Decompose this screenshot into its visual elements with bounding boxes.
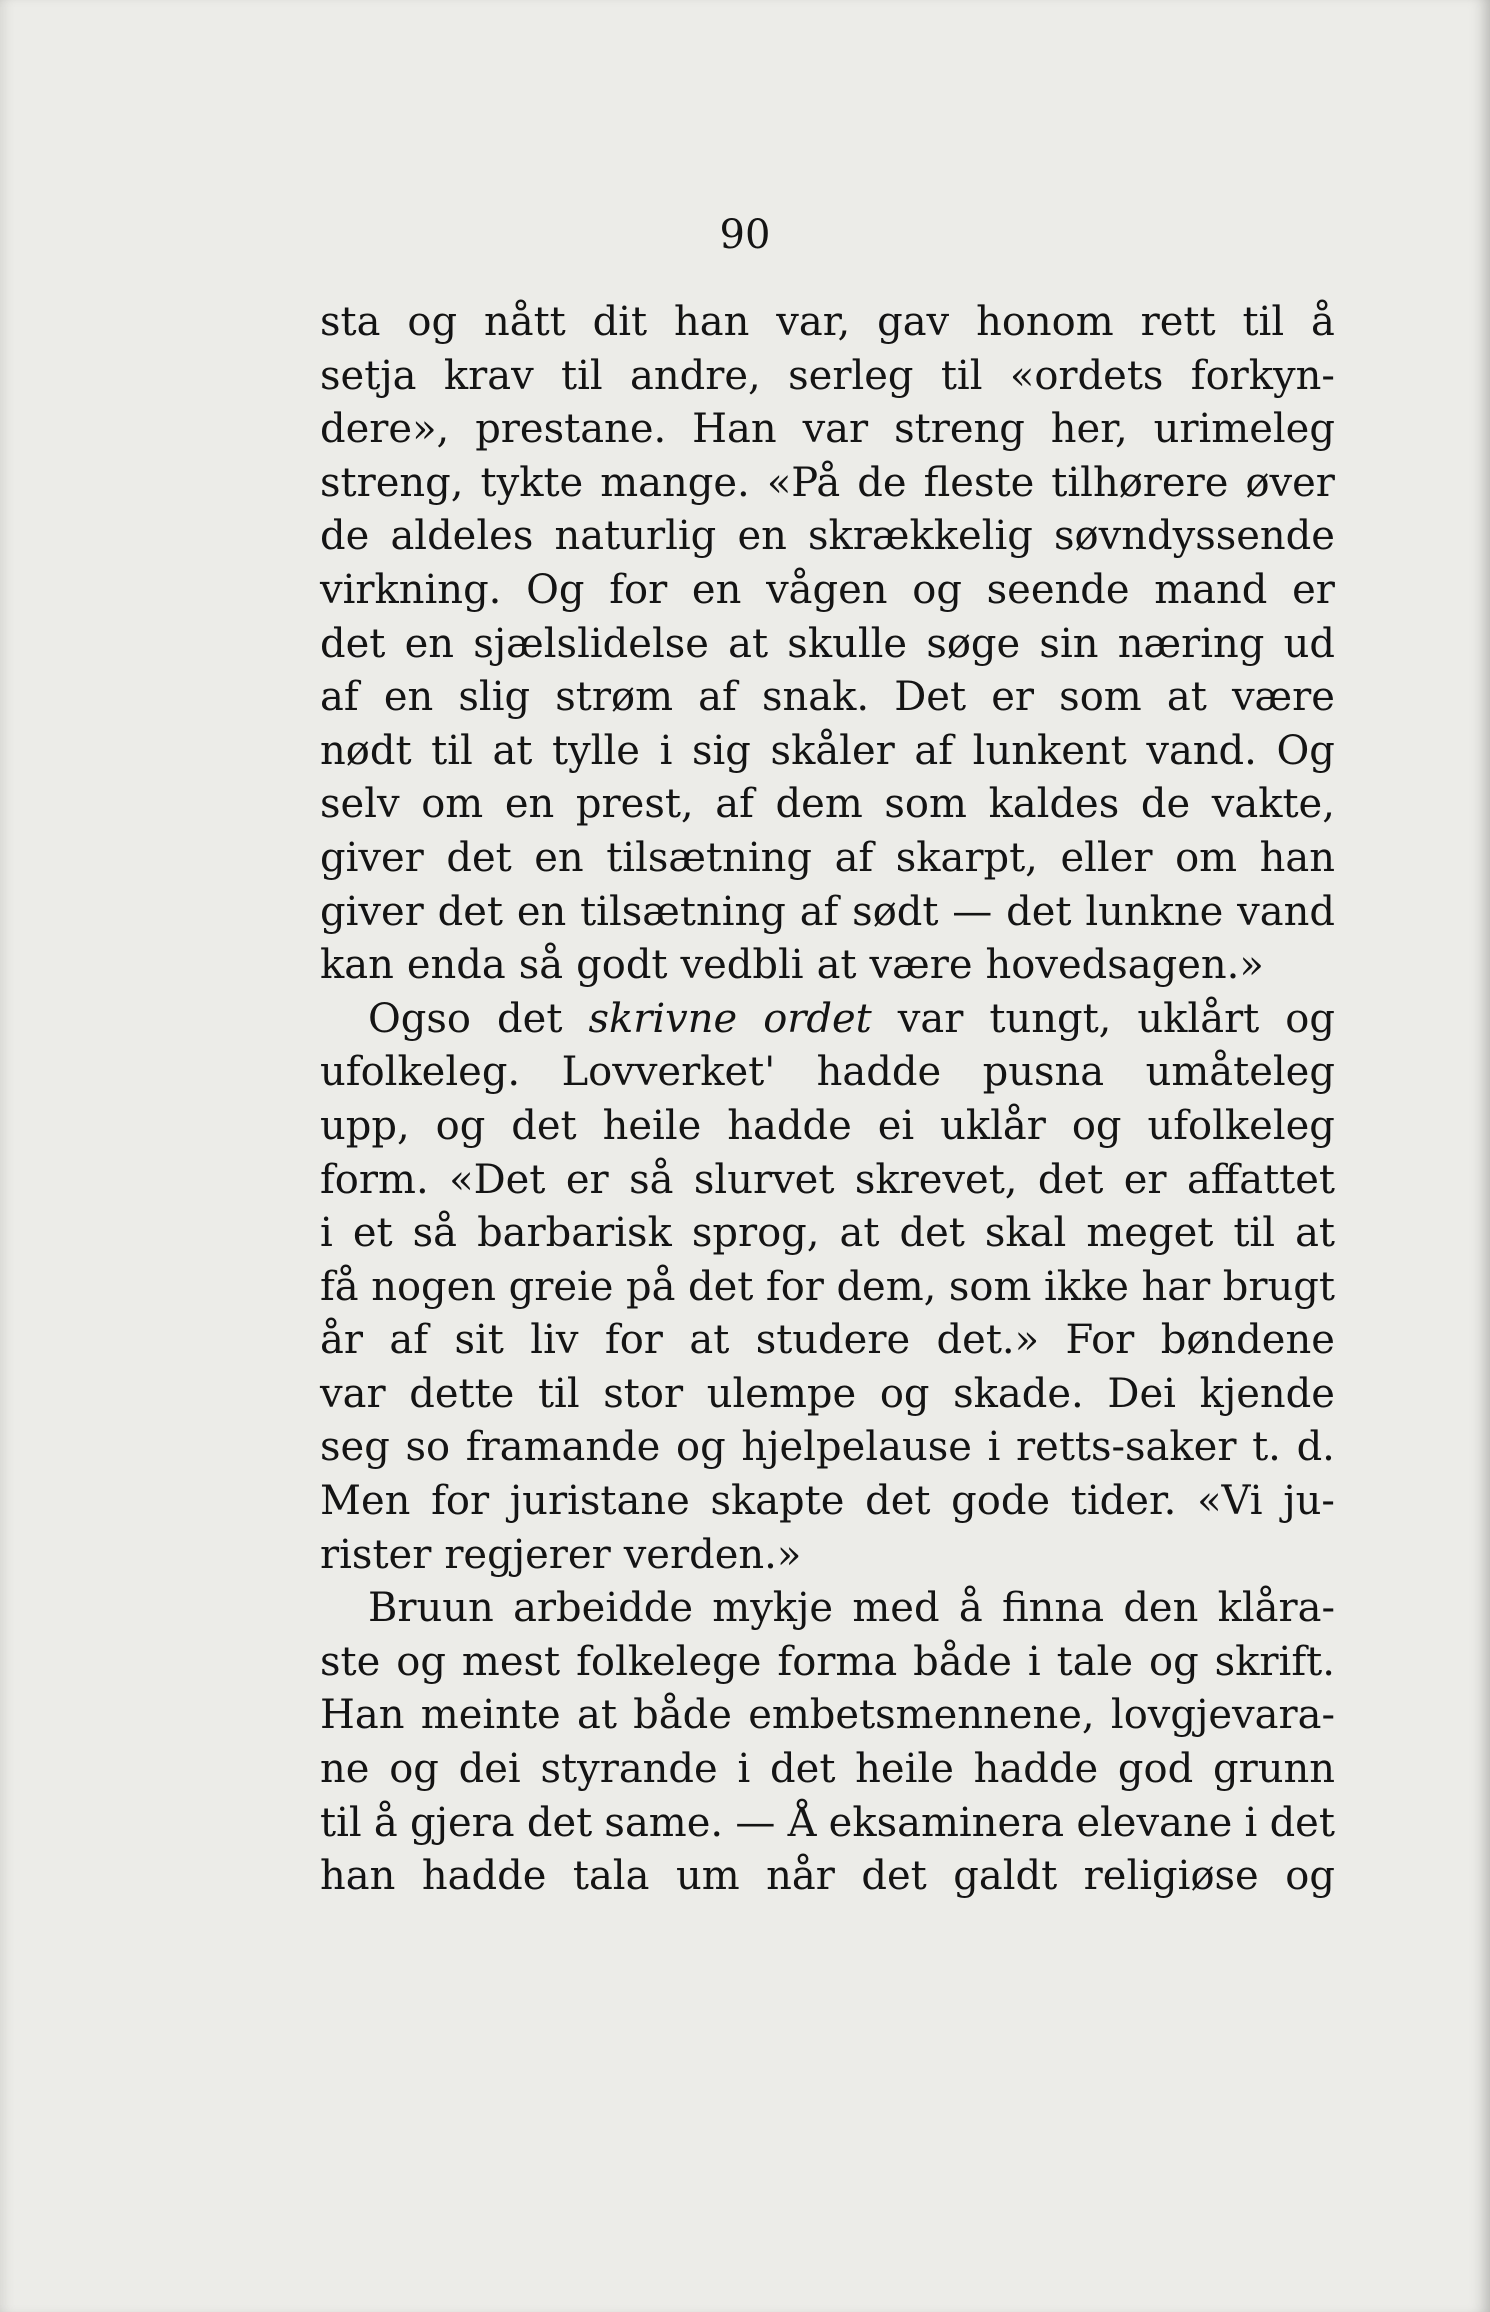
word: heile xyxy=(602,1102,702,1149)
text-line xyxy=(320,1743,1335,1797)
text-line xyxy=(320,1100,1335,1154)
word: til xyxy=(561,352,603,399)
word: et xyxy=(352,1210,393,1257)
word: sin xyxy=(1039,620,1099,667)
word: er xyxy=(565,1156,609,1203)
text-line xyxy=(320,510,1335,564)
word: om xyxy=(421,781,484,828)
word: så xyxy=(629,1156,674,1203)
word: få xyxy=(320,1263,359,1310)
word: en xyxy=(404,620,455,667)
word: «ordets xyxy=(1009,352,1164,399)
text-line xyxy=(320,1689,1335,1743)
word: elevane xyxy=(1076,1799,1233,1846)
word: skarpt, xyxy=(895,834,1038,881)
word: selv xyxy=(320,781,400,828)
word: seg xyxy=(320,1424,390,1471)
word: skal xyxy=(984,1210,1067,1257)
word: til xyxy=(940,352,983,399)
word: og xyxy=(435,1102,486,1149)
word: ju- xyxy=(1283,1478,1335,1525)
word: Å xyxy=(787,1799,817,1846)
word: so xyxy=(405,1424,451,1471)
word: søge xyxy=(926,620,1021,667)
word: være xyxy=(869,942,973,989)
word: skrivne xyxy=(588,995,738,1042)
word: ud xyxy=(1283,620,1335,667)
word: det xyxy=(1006,888,1072,935)
word: at xyxy=(576,1692,617,1739)
word: klåra- xyxy=(1217,1585,1335,1632)
word: Ogso xyxy=(368,995,472,1042)
word: og xyxy=(1148,1638,1199,1685)
word: virkning. xyxy=(320,566,502,613)
word: at xyxy=(816,942,857,989)
word: i xyxy=(1027,1638,1041,1685)
word: — xyxy=(952,888,993,935)
word: tale xyxy=(1056,1638,1134,1685)
word: det xyxy=(1269,1799,1335,1846)
word: eksaminera xyxy=(828,1799,1065,1846)
word: om xyxy=(1175,834,1238,881)
word: er xyxy=(991,674,1035,721)
word: til xyxy=(537,1370,580,1417)
word: verden.» xyxy=(623,1531,802,1578)
word: naturlig xyxy=(554,513,717,560)
word: gode xyxy=(951,1478,1051,1525)
word: ordet xyxy=(763,995,872,1042)
word: juristane xyxy=(509,1478,690,1525)
text-line xyxy=(320,564,1335,618)
word: giver xyxy=(320,888,424,935)
word: både xyxy=(913,1638,1012,1685)
word: sig xyxy=(691,727,751,774)
word: det xyxy=(899,1210,965,1257)
word: Det xyxy=(894,674,967,721)
word: i xyxy=(987,1424,1001,1471)
word: Han xyxy=(320,1692,405,1739)
word: greie xyxy=(508,1263,614,1310)
word: seende xyxy=(986,566,1130,613)
word: af xyxy=(389,1317,429,1364)
word: det xyxy=(526,1799,593,1846)
word: — xyxy=(735,1799,776,1846)
word: uklår xyxy=(940,1102,1046,1149)
word: som xyxy=(948,1263,1032,1310)
word: tala xyxy=(572,1853,650,1900)
word: vedbli xyxy=(680,942,804,989)
word: skade. xyxy=(953,1370,1084,1417)
word: grunn xyxy=(1212,1746,1335,1793)
word: lovgjevara- xyxy=(1110,1692,1335,1739)
word: vand. xyxy=(1146,727,1257,774)
word: meinte xyxy=(420,1692,561,1739)
word: meget xyxy=(1086,1210,1214,1257)
word: eller xyxy=(1060,834,1153,881)
word: og xyxy=(389,1746,439,1793)
word: er xyxy=(1123,1156,1167,1203)
word: for xyxy=(609,566,668,613)
word: til xyxy=(1242,299,1285,345)
word: at xyxy=(492,727,533,774)
word: aldeles xyxy=(390,513,534,560)
word: og xyxy=(396,1638,446,1685)
word: skåler xyxy=(770,727,895,774)
word: af xyxy=(914,727,954,774)
text-line xyxy=(320,832,1335,886)
text-line xyxy=(320,1636,1335,1690)
word: sprog, xyxy=(691,1210,820,1257)
word: på xyxy=(626,1263,676,1310)
word: t. xyxy=(1252,1424,1281,1471)
word: andre, xyxy=(630,352,761,399)
word: hadde xyxy=(421,1853,547,1900)
word: de xyxy=(320,513,370,560)
word: embetsmennene, xyxy=(748,1692,1095,1739)
word: den xyxy=(1123,1585,1199,1632)
word: til xyxy=(431,727,473,774)
word: dette xyxy=(409,1370,515,1417)
text-line xyxy=(320,671,1335,725)
word: det xyxy=(446,834,512,881)
word: dem, xyxy=(836,1263,937,1310)
word: prestane. xyxy=(475,406,667,453)
word: af xyxy=(698,674,737,721)
word: af xyxy=(715,781,754,828)
word: tykte xyxy=(480,459,584,506)
word: sit xyxy=(454,1317,504,1364)
word: var xyxy=(320,1370,386,1417)
word: vågen xyxy=(766,566,888,613)
word: um xyxy=(675,1853,740,1900)
word: god xyxy=(1117,1746,1194,1793)
text-line xyxy=(320,886,1335,940)
word: skulle xyxy=(787,620,908,667)
word: når xyxy=(766,1853,835,1900)
word: d. xyxy=(1296,1424,1335,1471)
word: af xyxy=(834,834,874,881)
word: prest, xyxy=(575,781,694,828)
word: ulempe xyxy=(706,1370,857,1417)
word: Og xyxy=(526,566,585,613)
word: mange. xyxy=(600,459,750,506)
word: en xyxy=(516,888,567,935)
word: med xyxy=(852,1585,940,1632)
word: nogen xyxy=(371,1263,497,1310)
word: slurvet xyxy=(693,1156,835,1203)
word: affattet xyxy=(1186,1156,1335,1203)
word: tider. xyxy=(1070,1478,1177,1525)
word: krav xyxy=(443,352,534,399)
word: for xyxy=(431,1478,490,1525)
word: ufolkeleg. xyxy=(320,1049,521,1096)
word: hovedsagen.» xyxy=(985,942,1264,989)
word: sødt xyxy=(852,888,939,935)
word: mest xyxy=(461,1638,561,1685)
word: at xyxy=(839,1210,880,1257)
word: han xyxy=(674,299,750,345)
text-line xyxy=(320,1207,1335,1261)
word: tungt, xyxy=(989,995,1112,1042)
text-line xyxy=(320,1797,1335,1851)
word: «På xyxy=(766,459,841,506)
word: og xyxy=(407,299,458,345)
text-line xyxy=(320,350,1335,404)
word: ikke xyxy=(1043,1263,1129,1310)
word: både xyxy=(633,1692,732,1739)
text-line xyxy=(320,457,1335,511)
word: en xyxy=(534,834,584,881)
word: sjælslidelse xyxy=(473,620,709,667)
word: af xyxy=(799,888,839,935)
word: at xyxy=(689,1317,730,1364)
word: Og xyxy=(1276,727,1335,774)
text-line xyxy=(320,1421,1335,1475)
word: tilsætning xyxy=(580,888,786,935)
word: og xyxy=(912,566,962,613)
word: og xyxy=(1285,995,1335,1042)
word: var, xyxy=(776,299,851,345)
word: hadde xyxy=(727,1102,852,1149)
word: streng, xyxy=(320,459,464,506)
word: og xyxy=(879,1370,930,1417)
word: næring xyxy=(1117,620,1265,667)
word: framande xyxy=(465,1424,661,1471)
word: dit xyxy=(592,299,648,345)
text-line xyxy=(320,778,1335,832)
text-line xyxy=(320,1314,1335,1368)
word: setja xyxy=(320,352,417,399)
word: forkyn- xyxy=(1190,352,1335,399)
word: at xyxy=(1295,1210,1335,1257)
word: så xyxy=(518,942,564,989)
word: retts-saker xyxy=(1016,1424,1237,1471)
word: det xyxy=(688,1263,754,1310)
word: mykje xyxy=(712,1585,834,1632)
word: streng xyxy=(894,406,1025,453)
word: skrækkelig xyxy=(808,513,1033,560)
word: i xyxy=(659,727,673,774)
word: hjelpelause xyxy=(741,1424,972,1471)
word: det xyxy=(770,1746,836,1793)
word: fleste xyxy=(923,459,1035,506)
word: arbeidde xyxy=(513,1585,693,1632)
word: en xyxy=(383,674,434,721)
word: tilhørere xyxy=(1051,459,1229,506)
word: tilsætning xyxy=(606,834,813,881)
word: det xyxy=(511,1102,577,1149)
word: skrevet, xyxy=(854,1156,1018,1203)
word: «Det xyxy=(449,1156,546,1203)
word: giver xyxy=(320,834,424,881)
word: finna xyxy=(1001,1585,1105,1632)
word: var xyxy=(897,995,964,1042)
word: af xyxy=(320,674,359,721)
text-line xyxy=(320,1582,1335,1636)
word: tylle xyxy=(552,727,640,774)
word: i xyxy=(737,1746,751,1793)
word: gjera xyxy=(409,1799,515,1846)
word: serleg xyxy=(788,352,914,399)
word: kaldes xyxy=(988,781,1120,828)
text-line xyxy=(320,1368,1335,1422)
word: for xyxy=(604,1317,663,1364)
word: en xyxy=(737,513,787,560)
word: pusna xyxy=(982,1049,1105,1096)
word: hadde xyxy=(816,1049,942,1096)
word: være xyxy=(1231,674,1335,721)
word: det xyxy=(1037,1156,1104,1203)
word: barbarisk xyxy=(477,1210,672,1257)
word: snak. xyxy=(761,674,870,721)
word: For xyxy=(1065,1317,1135,1364)
text-line xyxy=(320,296,1335,350)
word: at xyxy=(728,620,769,667)
word: det xyxy=(320,620,386,667)
word: umåteleg xyxy=(1145,1049,1335,1096)
word: ei xyxy=(877,1102,915,1149)
word: det xyxy=(861,1853,927,1900)
text-line xyxy=(320,725,1335,779)
word: brugt xyxy=(1222,1263,1335,1310)
text-line xyxy=(320,1475,1335,1529)
word: til xyxy=(1233,1210,1276,1257)
text-line xyxy=(320,403,1335,457)
word: dere», xyxy=(320,406,450,453)
word: så xyxy=(412,1210,458,1257)
word: styrande xyxy=(540,1746,718,1793)
word: det xyxy=(437,888,503,935)
text-line xyxy=(320,618,1335,672)
word: øver xyxy=(1245,459,1335,506)
word: var xyxy=(802,406,869,453)
word: vakte, xyxy=(1211,781,1335,828)
word: søvndyssende xyxy=(1054,513,1335,560)
word: regjerer xyxy=(444,1531,611,1578)
word: i xyxy=(1244,1799,1258,1846)
word: stor xyxy=(603,1370,684,1417)
word: Lovverket' xyxy=(561,1049,776,1096)
word: Men xyxy=(320,1478,411,1525)
text-line xyxy=(320,1261,1335,1315)
word: Han xyxy=(692,406,777,453)
word: form. xyxy=(320,1156,429,1203)
word: ufolkeleg xyxy=(1147,1102,1335,1149)
word: ne xyxy=(320,1746,370,1793)
word: rett xyxy=(1140,299,1216,345)
page-number: 90 xyxy=(719,212,771,258)
word: Bruun xyxy=(368,1585,494,1632)
word: nødt xyxy=(320,727,412,774)
word: studere xyxy=(755,1317,911,1364)
word: en xyxy=(504,781,555,828)
word: skrift. xyxy=(1214,1638,1335,1685)
text-line xyxy=(320,1850,1335,1904)
word: de xyxy=(857,459,907,506)
word: en xyxy=(691,566,742,613)
word: hadde xyxy=(973,1746,1099,1793)
word: sta xyxy=(320,299,381,345)
word: det.» xyxy=(936,1317,1040,1364)
word: religiøse xyxy=(1083,1853,1259,1900)
text-line xyxy=(320,1154,1335,1208)
word: skapte xyxy=(710,1478,845,1525)
word: honom xyxy=(976,299,1114,345)
word: til xyxy=(320,1799,362,1846)
word: lunkne xyxy=(1085,888,1224,935)
word: lunkent xyxy=(972,727,1127,774)
word: å xyxy=(958,1585,983,1632)
word: og xyxy=(1285,1853,1335,1900)
word: og xyxy=(676,1424,726,1471)
word: som xyxy=(1059,674,1142,721)
word: nått xyxy=(483,299,566,345)
word: «Vi xyxy=(1197,1478,1263,1525)
word: for xyxy=(765,1263,824,1310)
word: Dei xyxy=(1107,1370,1176,1417)
word: de xyxy=(1140,781,1191,828)
word: gav xyxy=(877,299,950,345)
word: liv xyxy=(530,1317,579,1364)
word: bøndene xyxy=(1160,1317,1335,1364)
word: som xyxy=(884,781,967,828)
word: galdt xyxy=(953,1853,1058,1900)
word: det xyxy=(497,995,563,1042)
word: kan xyxy=(320,942,394,989)
word: dei xyxy=(458,1746,521,1793)
word: mand xyxy=(1154,566,1268,613)
word: og xyxy=(1071,1102,1122,1149)
word: urimeleg xyxy=(1153,406,1335,453)
body-text xyxy=(320,296,1335,1904)
word: det xyxy=(865,1478,931,1525)
word: han xyxy=(320,1853,396,1900)
word: slig xyxy=(458,674,531,721)
text-line xyxy=(320,993,1335,1047)
word: upp, xyxy=(320,1102,410,1149)
word: har xyxy=(1141,1263,1211,1310)
word: å xyxy=(1311,299,1335,345)
word: vand xyxy=(1237,888,1335,935)
word: dem xyxy=(775,781,863,828)
word: rister xyxy=(320,1531,432,1578)
word: godt xyxy=(576,942,668,989)
word: enda xyxy=(406,942,506,989)
word: i xyxy=(320,1210,333,1257)
word: forma xyxy=(777,1638,898,1685)
word: same. xyxy=(604,1799,724,1846)
word: å xyxy=(373,1799,398,1846)
word: han xyxy=(1259,834,1335,881)
word: folkelege xyxy=(576,1638,762,1685)
word: her, xyxy=(1050,406,1128,453)
word: strøm xyxy=(555,674,674,721)
text-line xyxy=(320,1529,1335,1583)
word: ste xyxy=(320,1638,381,1685)
word: år xyxy=(320,1317,363,1364)
word: at xyxy=(1166,674,1207,721)
word: heile xyxy=(855,1746,954,1793)
text-line xyxy=(320,1046,1335,1100)
word: kjende xyxy=(1199,1370,1335,1417)
text-line xyxy=(320,939,1335,993)
word: er xyxy=(1292,566,1335,613)
word: uklårt xyxy=(1137,995,1260,1042)
